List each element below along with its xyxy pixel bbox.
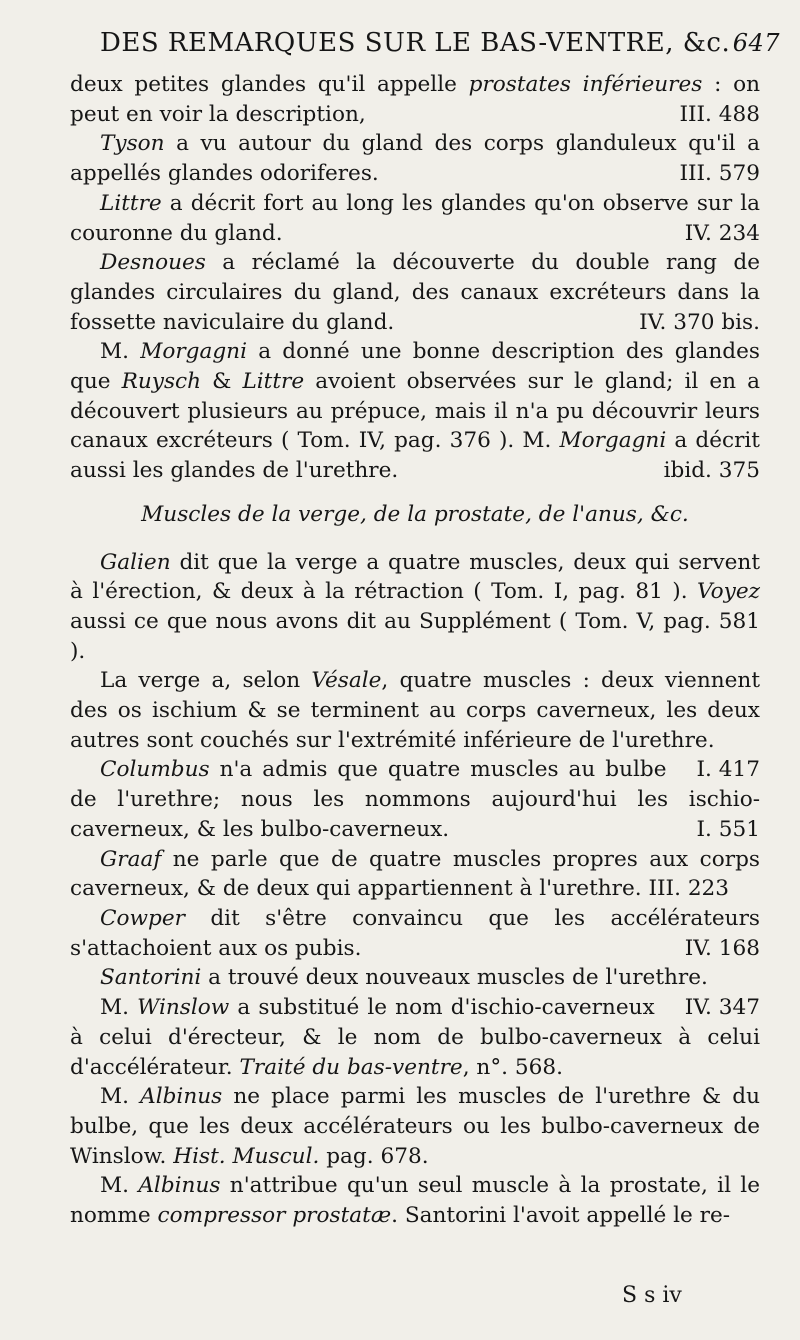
text-span: dit que la verge a quatre muscles, deux qui servent à l'érection, & deux à la rétraction ( Tom. I, pag. 81 ). <box>70 549 760 605</box>
text-span: n'a admis que quatre muscles au bulbe de l'urethre; nous les nommons aujourd'hui les ischio-caverneux, & les bulbo-caverneux. <box>70 757 760 842</box>
paragraph <box>70 129 760 188</box>
italic-span: Tyson <box>100 131 165 157</box>
italic-span: Traité du bas-ventre <box>239 1054 463 1080</box>
italic-span: Columbus <box>100 757 210 783</box>
italic-span: Galien <box>100 549 171 575</box>
running-title: DES REMARQUES SUR LE BAS-VENTRE, &c. <box>100 28 731 58</box>
paragraph <box>70 904 760 963</box>
italic-span: Ruysch <box>121 369 202 395</box>
italic-span: Cowper <box>100 905 185 931</box>
paragraph <box>70 1171 760 1230</box>
text-span: deux petites glandes qu'il appelle <box>70 72 469 97</box>
paragraph-group-glands <box>70 70 760 486</box>
paragraph <box>70 337 760 486</box>
paragraph <box>70 755 760 844</box>
text-span: : on peut en voir la description, <box>70 72 760 127</box>
paragraph-group-muscles <box>70 548 760 1231</box>
text-span: a donné une bonne description des glandes que <box>70 339 760 395</box>
italic-span: Vésale <box>311 668 382 694</box>
running-header <box>100 28 780 58</box>
reference: ibid. 375 <box>663 458 760 484</box>
italic-span: Graaf <box>100 846 162 872</box>
italic-span: compressor prostatæ <box>157 1203 392 1229</box>
italic-span: Littre <box>100 190 162 216</box>
reference: IV. 347 <box>684 995 760 1021</box>
reference: IV. 234 <box>684 220 760 246</box>
italic-span: Morgagni <box>559 428 667 454</box>
text-span: ne place parmi les muscles de l'urethre & du bulbe, que les deux accélérateurs ou les bulbo-caverneux de Winslow. <box>70 1084 760 1169</box>
text-span: a trouvé deux nouveaux muscles de l'urethre. <box>201 965 708 991</box>
italic-span: Santorini <box>100 965 202 991</box>
paragraph <box>70 1082 760 1171</box>
reference: IV. 168 <box>684 935 760 961</box>
signature-mark: S s iv <box>622 1283 682 1308</box>
paragraph <box>70 845 760 904</box>
italic-span: Albinus <box>138 1173 221 1199</box>
text-span: ne parle que de quatre muscles propres aux corps caverneux, & de deux qui appartiennent à l'urethre. III. 223 <box>70 846 760 902</box>
italic-span: Littre <box>242 369 305 395</box>
italic-span: Morgagni <box>140 339 247 365</box>
text-span: pag. 678. <box>319 1143 429 1169</box>
italic-span: Desnoues <box>100 250 206 276</box>
body-text <box>70 70 760 1231</box>
italic-span: Voyez <box>697 579 760 605</box>
text-span: & <box>201 369 243 395</box>
reference: III. 579 <box>679 161 760 187</box>
text-span: . Santorini l'avoit appellé le re- <box>391 1203 731 1229</box>
text-span: dit s'être convaincu que les accélérateurs s'attachoient aux os pubis. <box>70 905 760 961</box>
reference: I. 551 <box>696 816 760 842</box>
text-span: M. <box>100 339 141 365</box>
italic-span: Hist. Muscul. <box>173 1143 320 1169</box>
text-span: M. <box>100 1084 141 1110</box>
italic-span: prostates inférieures <box>468 72 703 97</box>
text-span: M. <box>100 1173 139 1199</box>
text-span: a réclamé la découverte du double rang de glandes circulaires du gland, des canaux excréteurs dans la fossette naviculaire du gland. <box>70 250 760 335</box>
reference: I. 417 <box>696 757 760 783</box>
paragraph <box>70 548 760 667</box>
text-span: , quatre muscles : deux viennent des os ischium & se terminent au corps caverneux, les deux autres sont couchés sur l'extrémité inférieure de l'urethre. <box>70 668 760 753</box>
text-span: a vu autour du gland des corps glanduleux qu'il a appellés glandes odoriferes. <box>70 131 760 187</box>
paragraph <box>70 189 760 248</box>
text-span: La verge a, selon <box>100 668 312 694</box>
paragraph <box>70 248 760 337</box>
text-span: a décrit aussi les glandes de l'urethre. <box>70 428 760 484</box>
text-span: a décrit fort au long les glandes qu'on observe sur la couronne du gland. <box>70 190 760 246</box>
text-span: n'attribue qu'un seul muscle à la prostate, il le nomme <box>70 1173 760 1229</box>
text-span: aussi ce que nous avons dit au Supplément ( Tom. V, pag. 581 ). <box>70 608 760 664</box>
text-span: a substitué le nom d'ischio-caverneux à celui d'érecteur, & le nom de bulbo-caverneux à celui d'accélérateur. <box>70 995 760 1080</box>
paragraph <box>70 70 760 129</box>
text-span: avoient observées sur le gland; il en a découvert plusieurs au prépuce, mais il n'a pu découvrir leurs canaux excréteurs ( Tom. IV, pag. 376 ). M. <box>70 369 760 454</box>
italic-span: Albinus <box>140 1084 223 1110</box>
italic-span: Winslow <box>137 995 230 1021</box>
section-title: Muscles de la verge, de la prostate, de l'anus, &c. <box>141 501 689 527</box>
text-span: , n°. 568. <box>462 1054 563 1080</box>
reference: IV. 370 bis. <box>639 309 760 335</box>
reference: III. 488 <box>679 101 760 127</box>
text-span: M. <box>100 995 138 1021</box>
page-number: 647 <box>732 29 780 57</box>
